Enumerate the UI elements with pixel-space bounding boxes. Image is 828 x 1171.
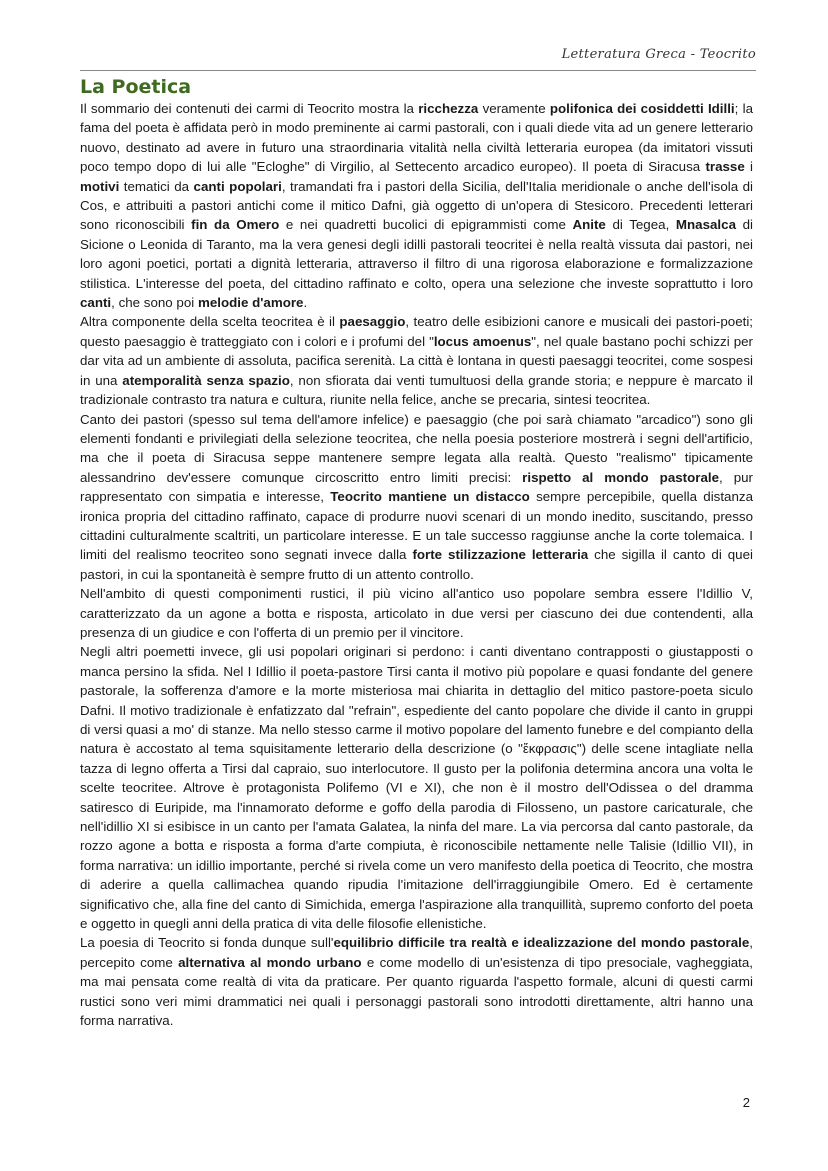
text-run: , pur rappresentato con simpatia e interesse, <box>80 469 754 505</box>
text-run: , non sfiorata dai venti tumultuosi della grande storia; e neppure è marcato il tradizionale contrasto tra natura e cultura, riunite nella felice, anche se precaria, sintesi teocritea. <box>80 372 753 408</box>
text-run: Altra componente della scelta teocritea è il <box>80 314 340 330</box>
header-divider <box>80 70 756 71</box>
text-run: , percepito come <box>80 935 754 970</box>
paragraph <box>80 99 753 312</box>
bold-phrase: paesaggio <box>339 314 406 330</box>
bold-phrase: fin da Omero <box>191 217 280 233</box>
text-run: e come modello di un'esistenza di tipo presociale, vagheggiata, ma mai pensata come realtà di vita da praticare. Per quanto riguarda l'aspetto formale, alcuni di questi carmi rustici sono veri mimi drammatici nei quali i personaggi pastorali sono introdotti direttamente, altri hanno una forma narrativa. <box>80 954 753 1029</box>
bold-phrase: canti <box>80 295 112 311</box>
running-header: Letteratura Greca - Teocrito <box>561 47 756 62</box>
bold-phrase: alternativa al mondo urbano <box>178 954 362 970</box>
text-run: tematici da <box>119 178 194 194</box>
text-run: sempre percepibile, quella distanza ironica propria del cittadino raffinato, capace di produrre nuovi scenari di un mondo inedito, suscitando, presso cittadini culturalmente scaltriti, un particolare interesse. E un tale successo raggiunse anche la corte tolemaica. I limiti del realismo teocriteo sono segnati invece dalla <box>80 489 753 563</box>
text-run: Negli altri poemetti invece, gli usi popolari originari si perdono: i canti diventano contrapposti o giustapposti o manca persino la sfida. Nel I Idillio il poeta-pastore Tirsi canta il motivo più popolare e quasi fondante del genere pastorale, la sofferenza d'amore e la morte misteriosa mai chiarita in dettaglio del mitico pastore-poeta siculo Dafni. Il motivo tradizionale è enfatizzato dal "refrain", espediente del canto popolare che divide il canto in gruppi di versi quasi a mo' di stanze. Ma nello stesso carme il motivo popolare del lamento funebre e del compianto della natura è accostato al tema squisitamente letterario della descrizione (o "ἔκφρασις") delle scene intagliate nella tazza di legno offerta a Tirsi dal capraio, suo interlocutore. Il gusto per la polifonia determina ancora una volta le scelte teocritee. Altrove è protagonista Polifemo (VI e XI), che non è il mostro dell'Odissea o del dramma satiresco di Euripide, ma l'innamorato deforme e goffo della parodia di Filosseno, un pastore caricaturale, che nell'idillio XI si esibisce in un canto per l'amata Galatea, la ninfa del mare. La via percorsa dal canto pastorale, da rozzo agone a botta e risposta a forma d'arte compiuta, è riconoscibile nettamente nelle Talisie (Idillio VII), in forma narrativa: un idillio importante, perché si rivela come un vero manifesto della poetica di Teocrito, che mostra di aderire a quella callimachea quando ripudia l'imitazione dell'irraggiungibile Omero. Ed è certamente significativo che, alla fine del canto di Simichida, emerga l'aspirazione alla tranquillità, supremo conforto del poeta e oggetto in quegli anni della pratica di vita delle filosofie ellenistiche. <box>80 644 753 932</box>
text-run: Canto dei pastori (spesso sul tema dell'amore infelice) e paesaggio (che poi sarà chiamato "arcadico") sono gli elementi fondanti e privilegiati della selezione teocritea, che nella poesia posteriore mostrerà i segni dell'artificio, ma che il poeta di Siracusa seppe mantenere sempre legata alla realtà. Questo "realismo" tipicamente alessandrino dev'essere comunque circoscritto entro limiti precisi: <box>80 411 753 485</box>
bold-phrase: locus amoenus <box>433 333 532 349</box>
text-run: Nell'ambito di questi componimenti rustici, il più vicino all'antico uso popolare sembra essere l'Idillio V, caratterizzato da un agone a botta e risposta, articolato in due versi per ciascuno dei due contendenti, alla presenza di un giudice e con l'offerta di un premio per il vincitore. <box>80 586 753 640</box>
bold-phrase: motivi <box>80 178 120 194</box>
body-text <box>80 99 753 1031</box>
text-run: . <box>303 295 308 311</box>
text-run: di Sicione o Leonida di Taranto, ma la vera genesi degli idilli pastorali teocritei è nella realtà vissuta dai pastori, nei loro agoni poetici, portati a dignità letteraria, attraverso il filtro di una rigorosa elaborazione e formalizzazione stilistica. L'interesse del poeta, del cittadino raffinato e colto, opera una selezione che investe soprattutto i loro <box>80 217 753 291</box>
bold-phrase: rispetto al mondo pastorale <box>522 469 720 485</box>
page-number: 2 <box>742 1095 750 1110</box>
bold-phrase: Anite <box>572 217 606 233</box>
text-run: ", nel quale bastano pochi schizzi per dar vita ad un ambiente di assoluta, pacifica serenità. La città è lontana in questi paesaggi teocritei, come sospesi in una <box>80 333 753 388</box>
text-run: , teatro delle esibizioni canore e musicali dei pastori-poeti; questo paesaggio è tratteggiato con i colori e i profumi del " <box>80 314 753 349</box>
bold-phrase: atemporalità senza spazio <box>122 372 290 388</box>
paragraph <box>80 312 753 409</box>
text-run: veramente <box>478 101 550 116</box>
bold-phrase: Teocrito mantiene un distacco <box>330 489 530 505</box>
bold-phrase: trasse <box>705 159 745 175</box>
bold-phrase: melodie d'amore <box>197 295 304 311</box>
text-run: di Tegea, <box>605 217 676 233</box>
text-run: ; la fama del poeta è affidata però in modo preminente ai carmi pastorali, con i quali diede vita ad un genere letterario nuovo, destinato ad avere in futuro una straordinaria vitalità nella civiltà letteraria europea (da imitatori vissuti poco tempo dopo di lui alle "Ecloghe" di Virgilio, al Settecento arcadico europeo). Il poeta di Siracusa <box>80 101 753 175</box>
text-run: La poesia di Teocrito si fonda dunque sull' <box>80 935 334 951</box>
bold-phrase: ricchezza <box>418 101 479 116</box>
paragraph <box>80 642 753 933</box>
bold-phrase: forte stilizzazione letteraria <box>412 547 589 563</box>
bold-phrase: equilibrio difficile tra realtà e idealizzazione del mondo pastorale <box>333 935 750 951</box>
paragraph <box>80 410 753 585</box>
text-run: Il sommario dei contenuti dei carmi di Teocrito mostra la <box>80 101 419 116</box>
section-title: La Poetica <box>80 76 192 98</box>
text-run: i <box>744 159 754 175</box>
bold-phrase: canti popolari <box>193 178 282 194</box>
text-run: , che sono poi <box>111 295 198 311</box>
text-run: , tramandati fra i pastori della Sicilia, dell'Italia meridionale o anche dell'isola di Cos, e attribuiti a pastori antichi come il mitico Dafni, già oggetto di un'opera di Stesicoro. Precedenti letterari sono riconoscibili <box>80 178 753 233</box>
bold-phrase: polifonica dei cosiddetti Idilli <box>549 101 735 116</box>
text-run: che sigilla il canto di quei pastori, in cui la spontaneità è sempre frutto di un attento controllo. <box>80 547 753 582</box>
paragraph <box>80 933 753 1030</box>
bold-phrase: Mnasalca <box>675 217 736 233</box>
text-run: e nei quadretti bucolici di epigrammisti come <box>279 217 573 233</box>
paragraph <box>80 584 753 642</box>
